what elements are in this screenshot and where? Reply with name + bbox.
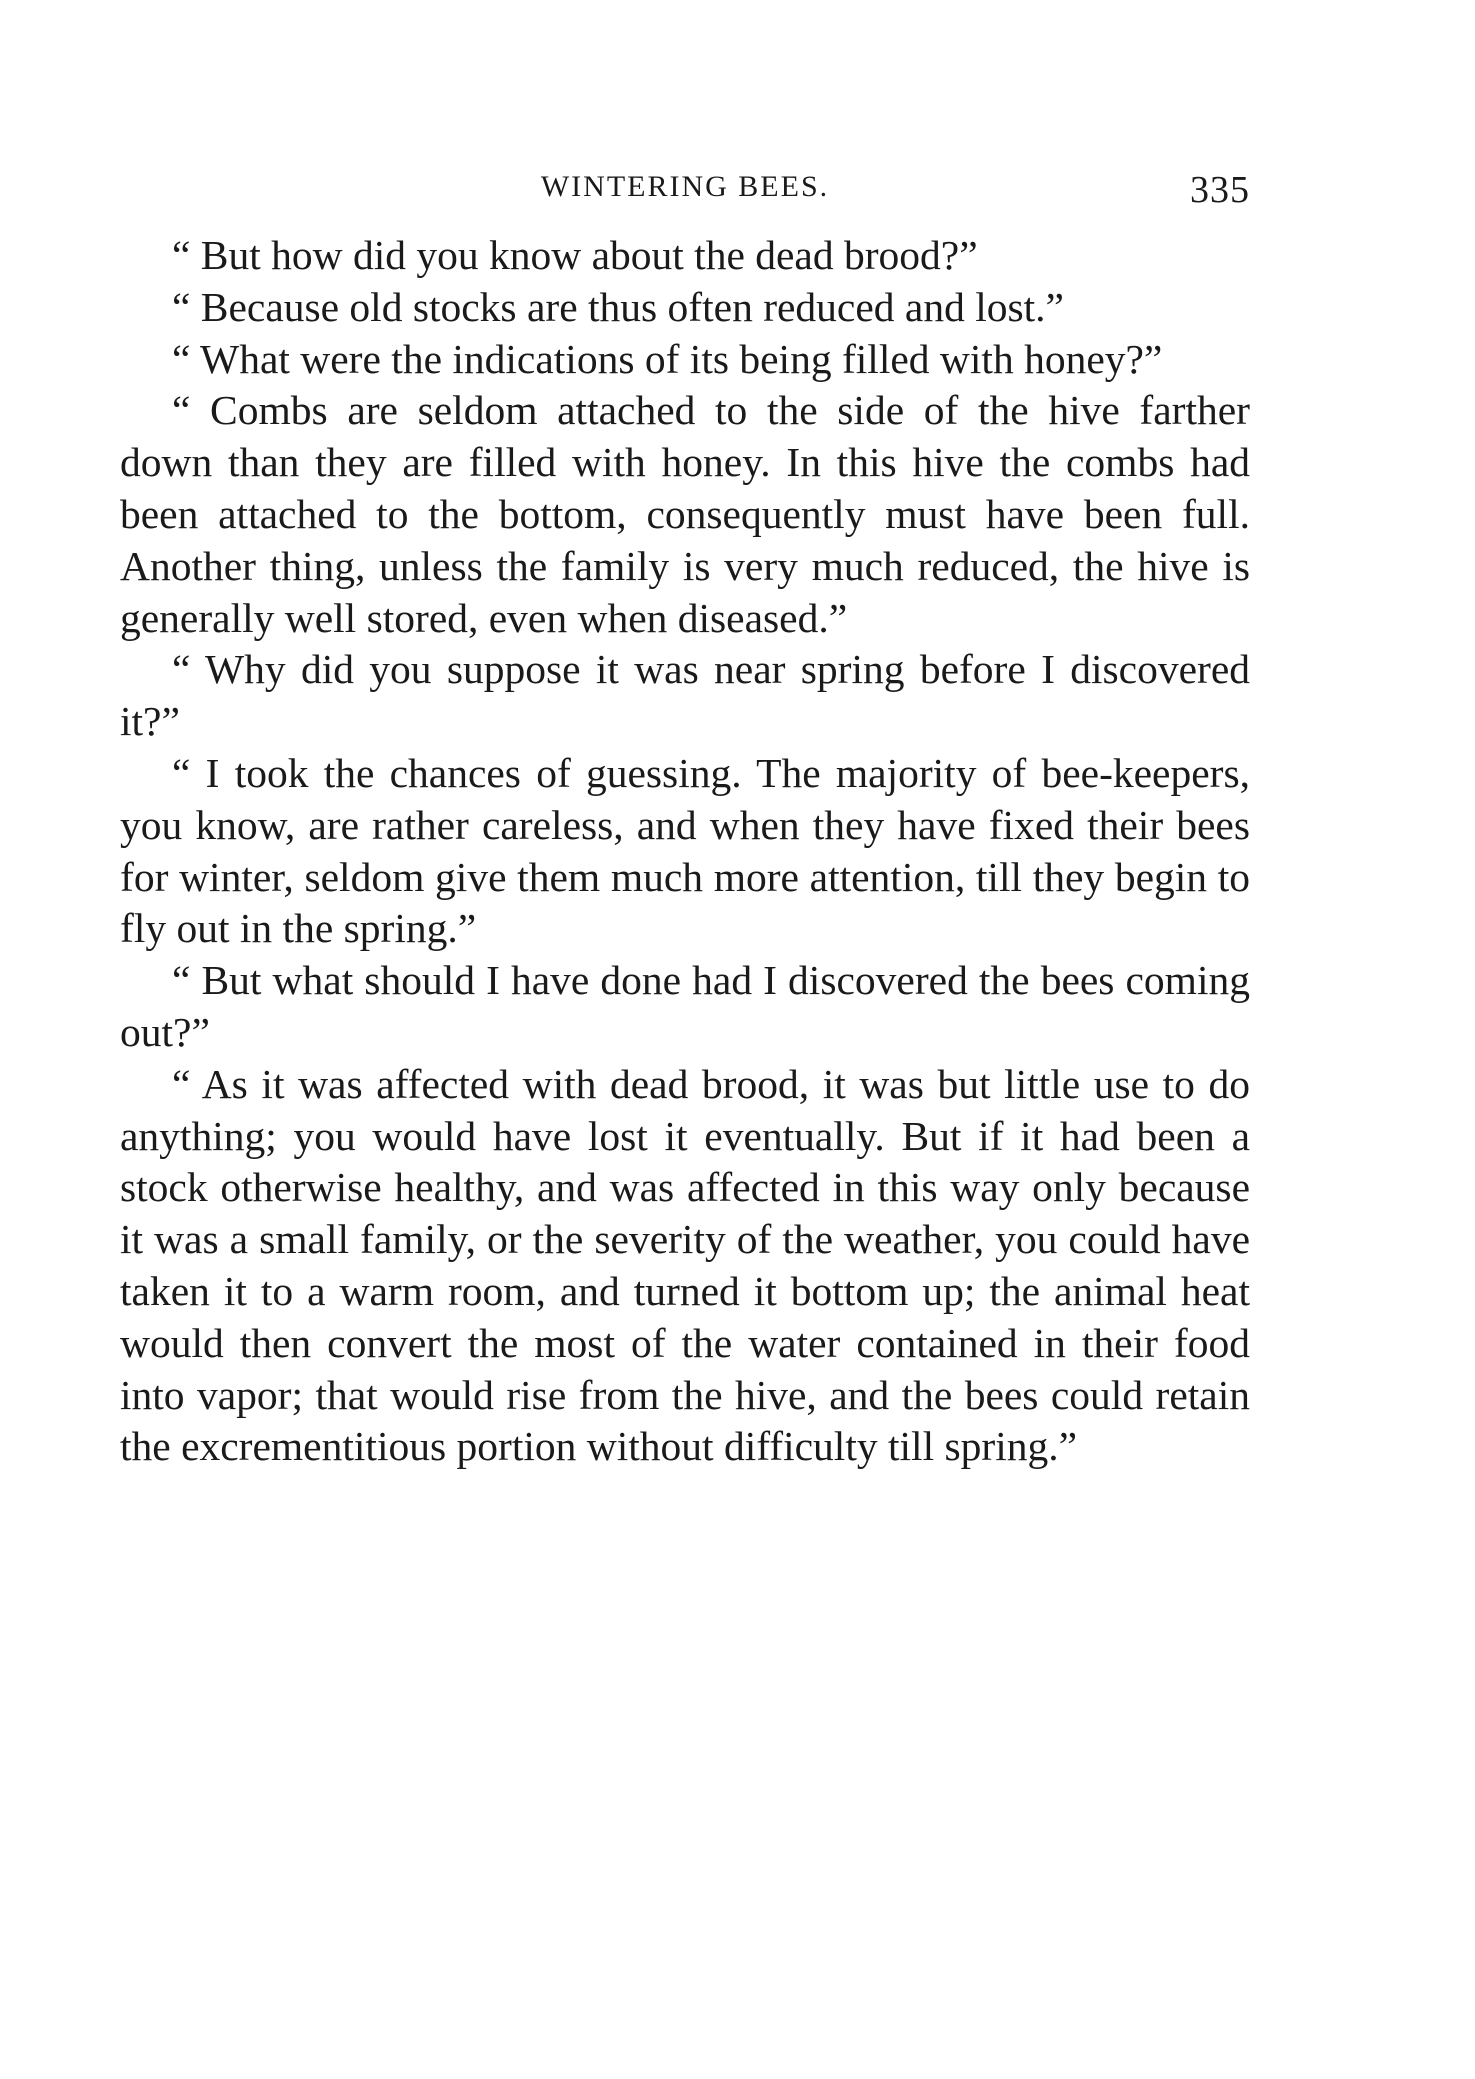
paragraph: “ What were the indications of its being filled with honey?”	[172, 335, 1163, 382]
paragraph: “ Combs are seldom attached to the side of the hive farther down than they are filled with honey. In this hive the combs had been attached to the bottom, consequently must have been full. Another thing, unless the family is very much reduced, the hive is generally well stored, even when diseased.”	[120, 387, 1250, 641]
page-number: 335	[1190, 169, 1250, 211]
paragraph: “ But what should I have done had I discovered the bees coming out?”	[120, 957, 1250, 1055]
paragraph: “ As it was affected with dead brood, it was but little use to do anything; you would have lost it eventually. But if it had been a stock otherwise healthy, and was affected in this way only because it was a small family, or the severity of the weather, you could have taken it to a warm room, and turned it bottom up; the animal heat would then convert the most of the water contained in their food into vapor; that would rise from the hive, and the bees could retain the excrementitious portion without difficulty till spring.”	[120, 1060, 1250, 1470]
paragraph: “ Because old stocks are thus often reduced and lost.”	[172, 283, 1064, 330]
paragraph: “ Why did you suppose it was near spring before I discovered it?”	[120, 646, 1250, 745]
paragraph: “ I took the chances of guessing. The majority of bee-keepers, you know, are rather careless, and when they have fixed their bees for winter, seldom give them much more attention, till they begin to fly out in the spring.”	[120, 749, 1250, 952]
book-page	[120, 160, 1250, 1473]
running-title: WINTERING BEES.	[540, 170, 830, 203]
running-head	[120, 160, 1250, 210]
body-text	[120, 230, 1250, 1473]
paragraph: “ But how did you know about the dead brood?”	[172, 232, 978, 278]
